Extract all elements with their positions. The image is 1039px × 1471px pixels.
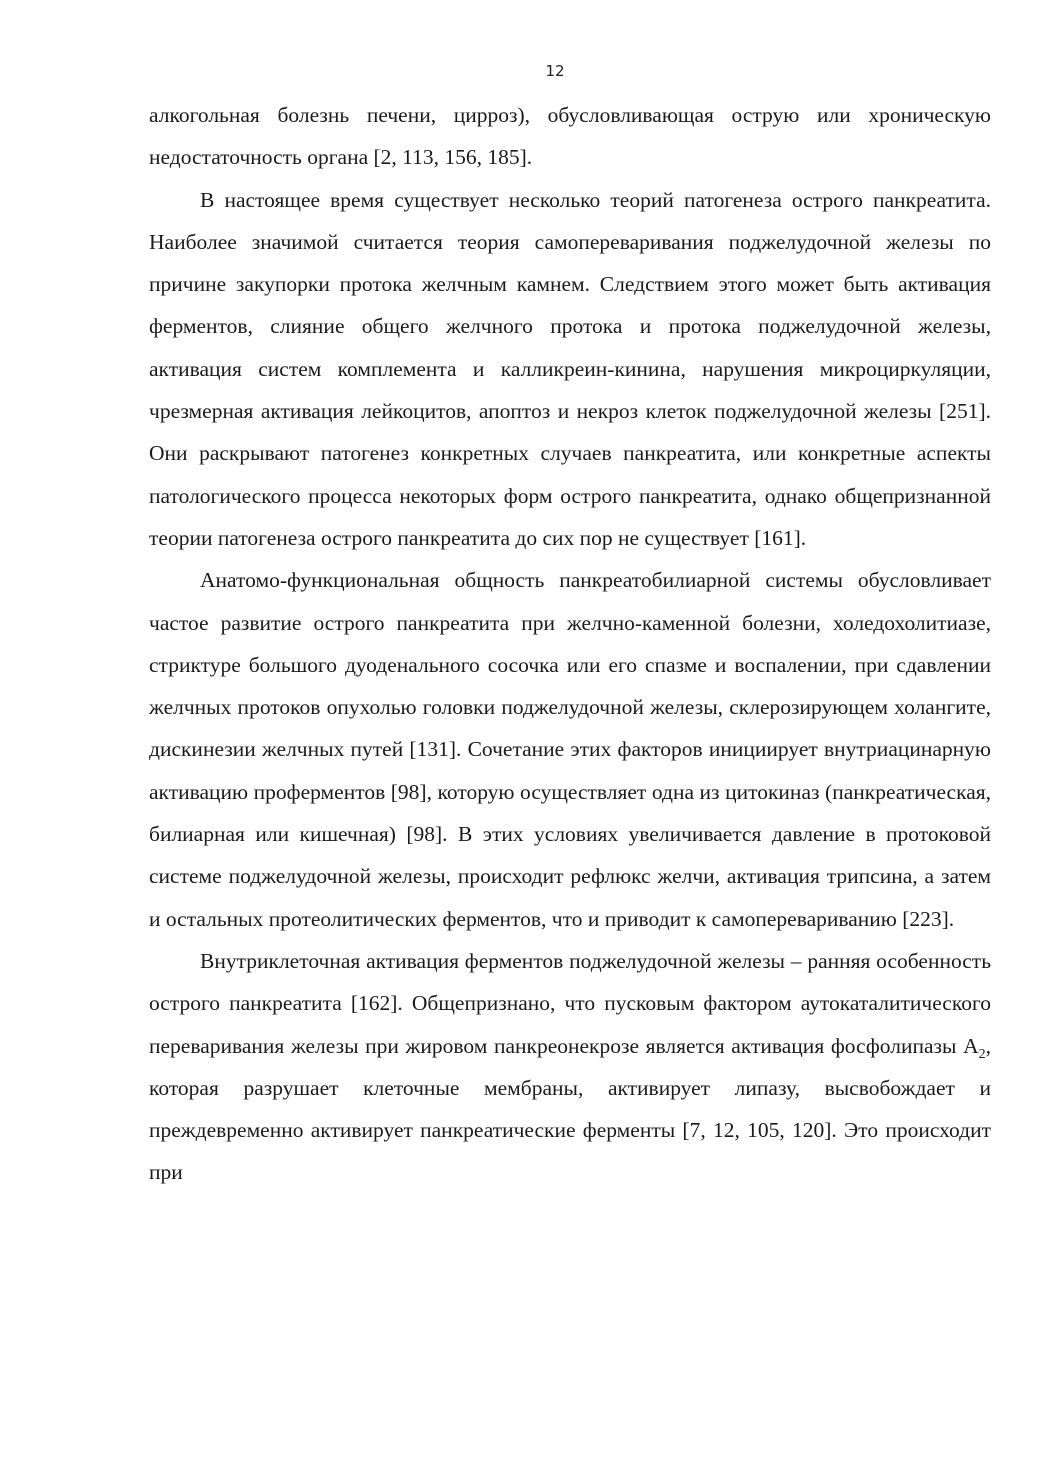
paragraph-1: алкогольная болезнь печени, цирроз), обусловливающая острую или хроническую недостаточность органа [2, 113, 156, 185]. [149, 103, 991, 170]
paragraph-4 [149, 940, 991, 1194]
phospholipase-subscript: 2 [978, 1046, 986, 1062]
paragraph-2: В настоящее время существует несколько теорий патогенеза острого панкреатита. Наиболее значимой считается теория самопереваривания поджелудочной железы по причине закупорки протока желчным камнем. Следствием этого может быть активация ферментов, слияние общего желчного протока и протока поджелудочной железы, активация систем комплемента и калликреин-кинина, нарушения микроциркуляции, чрезмерная активация лейкоцитов, апоптоз и некроз клеток поджелудочной железы [251]. Они раскрывают патогенез конкретных случаев панкреатита, или конкретные аспекты патологического процесса некоторых форм острого панкреатита, однако общепризнанной теории патогенеза острого панкреатита до сих пор не существует [161]. [149, 187, 991, 550]
paragraph-4-text-b: , которая разрушает клеточные мембраны, активирует липазу, высвобождает и преждевременно активирует панкреатические ферменты [7, 12, 105, 120]. Это происходит при [149, 1033, 991, 1185]
page-number: 12 [545, 62, 565, 80]
paragraph-3: Анатомо-функциональная общность панкреатобилиарной системы обусловливает частое развитие острого панкреатита при желчно-каменной болезни, холедохолитиазе, стриктуре большого дуоденального сосочка или его спазме и воспалении, при сдавлении желчных протоков опухолью головки поджелудочной железы, склерозирующем холангите, дискинезии желчных путей [131]. Сочетание этих факторов инициирует внутриацинарную активацию проферментов [98], которую осуществляет одна из цитокиназ (панкреатическая, билиарная или кишечная) [98]. В этих условиях увеличивается давление в протоковой системе поджелудочной железы, происходит рефлюкс желчи, активация трипсина, а затем и остальных протеолитических ферментов, что и приводит к самоперевариванию [223]. [149, 568, 991, 931]
paragraph-4-text-a: Внутриклеточная активация ферментов поджелудочной железы – ранняя особенность острого панкреатита [162]. Общепризнано, что пусковым фактором аутокаталитического переваривания железы при жировом панкреонекрозе является активация фосфолипазы А [149, 948, 991, 1058]
body-text [149, 94, 991, 1194]
